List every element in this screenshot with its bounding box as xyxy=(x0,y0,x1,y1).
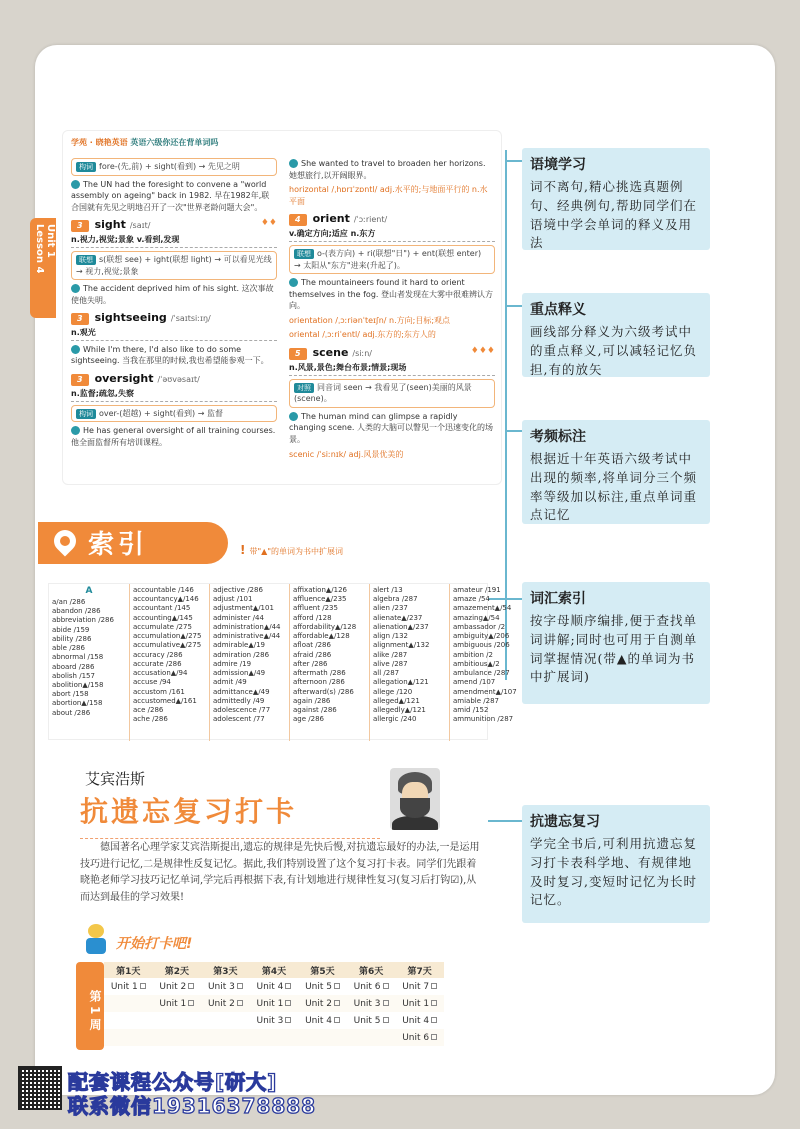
index-entry: abolish /157 xyxy=(52,671,95,680)
unit-label: Unit 3 xyxy=(353,998,381,1009)
checkbox-icon[interactable] xyxy=(431,983,437,989)
unit-label: Unit 2 xyxy=(159,981,187,992)
index-entry: ambiguity▲/206 xyxy=(453,632,510,641)
example-sentence xyxy=(289,158,495,181)
unit-label: Unit 6 xyxy=(402,1032,430,1043)
word-number: 3 xyxy=(71,313,89,325)
index-entry: ambitious▲/2 xyxy=(453,659,500,668)
example-text: The accident deprived him of his sight. 这次事故使他失明。 xyxy=(71,284,274,305)
checkbox-icon[interactable] xyxy=(285,1000,291,1006)
example-sentence xyxy=(71,283,277,306)
unit-label: Unit 2 xyxy=(207,998,235,1009)
schedule-row xyxy=(104,1029,444,1046)
schedule-cell xyxy=(250,1012,299,1029)
start-checkin-label: 开始打卡吧! xyxy=(116,936,193,952)
schedule-cell xyxy=(395,1012,444,1029)
right-column xyxy=(289,155,495,463)
index-letter: A xyxy=(85,586,93,596)
definition: n.风景,景色;舞台布景;情景;现场 xyxy=(289,362,495,376)
day-header: 第5天 xyxy=(298,962,347,978)
schedule-cell xyxy=(201,978,250,995)
series-name: 学苑 · 晓艳英语 xyxy=(71,138,128,147)
callout-desc: 按字母顺序编排,便于查找单词讲解;同时也可用于自测单词掌握情况(带▲的单词为书中扩展词) xyxy=(530,613,698,685)
schedule-cell xyxy=(298,995,347,1012)
index-entry: ache /286 xyxy=(133,715,168,724)
schedule-row xyxy=(104,978,444,995)
lesson-label: Lesson 4 xyxy=(34,224,45,274)
divider xyxy=(80,838,380,839)
mnemonic-text: s(联想 see) + ight(联想 light) → 可以看见光线 → 视力,视觉;景象 xyxy=(76,254,272,276)
unit-label: Unit 1 xyxy=(110,981,138,992)
index-entry: allegedly▲/121 xyxy=(373,706,426,715)
schedule-cell xyxy=(395,995,444,1012)
index-entry: abnormal /158 xyxy=(52,653,104,662)
index-entry: adjustment▲/101 xyxy=(213,604,274,613)
schedule-cell xyxy=(250,1029,299,1046)
index-entry: accountable /146 xyxy=(133,586,194,594)
example-text: While I'm there, I'd also like to do some sightseeing. 当我在那里的时候,我也希望能参观一下。 xyxy=(71,344,269,366)
word-entry xyxy=(71,371,277,387)
word-entry xyxy=(71,310,277,326)
headword: orient xyxy=(312,212,350,226)
index-entry: admit /49 xyxy=(213,678,247,687)
example-bullet-icon xyxy=(71,426,80,435)
schedule-row xyxy=(104,995,444,1012)
checkbox-icon[interactable] xyxy=(237,1000,243,1006)
callout-anti-forgetting xyxy=(522,805,710,923)
checkbox-icon[interactable] xyxy=(334,1000,340,1006)
definition: v.确定方向;适应 n.东方 xyxy=(289,228,495,242)
mnemonic-tag: 联想 xyxy=(294,249,314,259)
connector-line xyxy=(505,160,522,162)
index-entry: admittance▲/49 xyxy=(213,687,270,696)
index-banner xyxy=(38,522,228,564)
schedule-cell xyxy=(347,995,396,1012)
headword: oversight xyxy=(94,372,154,385)
word-number: 3 xyxy=(71,374,89,386)
index-entry: accustom /161 xyxy=(133,687,185,696)
index-column xyxy=(449,584,529,741)
headword: scene xyxy=(312,346,349,360)
unit-label: Unit 3 xyxy=(207,981,235,992)
index-entry: age /286 xyxy=(293,715,324,724)
phonetic: /ˈəʊvəsaɪt/ xyxy=(157,375,200,384)
example-sentence xyxy=(71,425,277,448)
unit-label: Unit 4 xyxy=(402,1015,430,1026)
index-entry: alignment▲/132 xyxy=(373,641,430,650)
word-entry xyxy=(289,345,495,361)
checkbox-icon[interactable] xyxy=(140,983,146,989)
index-entry: amiable /287 xyxy=(453,696,499,705)
watermark-line2: 联系微信19316378888 xyxy=(68,1094,317,1118)
derivative-word: horizontal /ˌhɒrɪˈzɒntl/ adj.水平的;与地面平行的 n.水平面 xyxy=(289,185,488,206)
watermark-line1: 配套课程公众号[研大] xyxy=(68,1070,278,1094)
example-sentence xyxy=(71,344,277,367)
index-entry: accuracy /286 xyxy=(133,650,183,659)
phonetic: /saɪt/ xyxy=(129,221,151,231)
index-entry: accountant /145 xyxy=(133,604,191,613)
schedule-cell xyxy=(153,978,202,995)
unit-label: Unit 1 xyxy=(159,998,187,1009)
review-checkin-title: 抗遗忘复习打卡 xyxy=(80,795,298,828)
day-header: 第4天 xyxy=(250,962,299,978)
index-entry: admirable▲/19 xyxy=(213,641,266,650)
unit-label: Unit 4 xyxy=(256,981,284,992)
index-entry: alleged▲/121 xyxy=(373,696,420,705)
index-entry: ambition /2 xyxy=(453,650,493,659)
unit-label: Unit 5 xyxy=(353,1015,381,1026)
index-entry: alert /13 xyxy=(373,586,403,594)
example-text: The human mind can glimpse a rapidly changing scene. 人类的大脑可以瞥见一个迅速变化的场景。 xyxy=(289,411,493,444)
index-column xyxy=(289,584,369,741)
schedule-cell xyxy=(298,1012,347,1029)
checkbox-icon[interactable] xyxy=(188,983,194,989)
index-entry: accounting▲/145 xyxy=(133,613,193,622)
example-sentence xyxy=(289,277,495,312)
mnemonic-box xyxy=(71,251,277,280)
student-mascot-icon xyxy=(84,924,108,954)
index-entry: accountancy▲/146 xyxy=(133,595,199,604)
connector-line xyxy=(505,305,522,307)
checkbox-icon[interactable] xyxy=(431,1034,437,1040)
checkbox-icon[interactable] xyxy=(285,1017,291,1023)
index-entry: administer /44 xyxy=(213,613,264,622)
index-entry: affordability▲/128 xyxy=(293,622,357,631)
schedule-cell xyxy=(347,1012,396,1029)
qr-code-icon xyxy=(18,1066,62,1110)
example-bullet-icon xyxy=(289,412,298,421)
index-entry: accustomed▲/161 xyxy=(133,696,197,705)
index-entry: afternoon /286 xyxy=(293,678,345,687)
schedule-cell xyxy=(104,995,153,1012)
index-entry: amateur /191 xyxy=(453,586,501,594)
checkbox-icon[interactable] xyxy=(383,1017,389,1023)
schedule-cell xyxy=(298,978,347,995)
index-entry: abort /158 xyxy=(52,690,89,699)
example-text: She wanted to travel to broaden her horizons. 她想旅行,以开阔眼界。 xyxy=(289,159,486,180)
schedule-cell xyxy=(395,1029,444,1046)
week-label: 第1周 xyxy=(76,962,104,1050)
index-column xyxy=(129,584,209,741)
example-text: The UN had the foresight to convene a "world assembly on ageing" back in 1982. 早在1982年,联合国就有先见之明地召开了一次"世界老龄问题大会"。 xyxy=(71,179,270,212)
index-entry: ability /286 xyxy=(52,634,92,643)
index-entry: algebra /287 xyxy=(373,595,418,604)
index-entry: administration▲/44 xyxy=(213,622,281,631)
index-entry: admittedly /49 xyxy=(213,696,265,705)
index-entry: afraid /286 xyxy=(293,650,332,659)
frequency-stars-icon: ♦♦♦ xyxy=(470,346,495,357)
index-note-text: 带"▲"的单词为书中扩展词 xyxy=(249,547,343,556)
checkbox-icon[interactable] xyxy=(334,1017,340,1023)
frequency-stars-icon: ♦♦ xyxy=(260,218,277,229)
index-entry: accumulative▲/275 xyxy=(133,641,202,650)
unit-label: Unit 2 xyxy=(305,998,332,1009)
example-bullet-icon xyxy=(71,345,80,354)
callout-title: 语境学习 xyxy=(530,157,586,173)
mnemonic-text: fore-(先,前) + sight(看到) → 先见之明 xyxy=(99,162,240,171)
connector-line xyxy=(488,820,522,822)
index-column xyxy=(209,584,289,741)
exclamation-icon: ! xyxy=(240,543,246,557)
index-entry: ambiguous /206 xyxy=(453,641,510,650)
index-entry: ambulance /287 xyxy=(453,669,510,678)
schedule-cell xyxy=(201,995,250,1012)
index-entry: amendment▲/107 xyxy=(453,687,517,696)
word-index-table xyxy=(48,583,517,740)
schedule-cell xyxy=(201,1012,250,1029)
example-bullet-icon xyxy=(71,284,80,293)
index-entry: abortion▲/158 xyxy=(52,699,103,708)
mnemonic-box xyxy=(71,158,277,176)
index-entry: allergic /240 xyxy=(373,715,417,724)
derivative-word: oriental /ˌɔːriˈentl/ adj.东方的;东方人的 xyxy=(289,330,436,340)
index-entry: abolition▲/158 xyxy=(52,680,104,689)
index-note xyxy=(240,543,343,557)
checkbox-icon[interactable] xyxy=(383,1000,389,1006)
index-entry: allege /120 xyxy=(373,687,413,696)
mnemonic-tag: 构词 xyxy=(76,409,96,419)
header-title: 英语六级你还在背单词吗 xyxy=(130,138,219,147)
schedule-cell xyxy=(104,1029,153,1046)
callout-title: 考频标注 xyxy=(530,429,586,445)
ebbinghaus-intro: 德国著名心理学家艾宾浩斯提出,遗忘的规律是先快后慢,对抗遗忘最好的办法,一是运用技巧进行记忆,二是规律性反复记忆。据此,我们特别设置了这个复习打卡表。同学们先跟着晓艳老师学习技巧记忆单词,学完后再根据下表,有计划地进行规律性复习(复习后打钩☑),从而达到最佳的学习效果! xyxy=(80,842,480,903)
index-entry: abbreviation /286 xyxy=(52,616,114,625)
index-entry: accumulation▲/275 xyxy=(133,632,202,641)
mnemonic-text: o-(表方向) + ri(联想"日") + ent(联想 enter) → 太阳从"东方"进来(升起了)。 xyxy=(294,248,482,270)
index-entry: accumulate /275 xyxy=(133,622,192,631)
index-entry: adolescence /77 xyxy=(213,706,271,715)
unit-side-tab xyxy=(30,218,56,318)
callout-frequency-marks xyxy=(522,420,710,524)
checkbox-icon[interactable] xyxy=(188,1000,194,1006)
ebbinghaus-name: 艾宾浩斯 xyxy=(85,770,146,788)
checkbox-icon[interactable] xyxy=(431,1000,437,1006)
index-entry: affixation▲/126 xyxy=(293,586,348,594)
phonetic: /siːn/ xyxy=(352,349,372,359)
connector-line xyxy=(505,430,522,432)
index-title: 索引 xyxy=(88,530,149,560)
unit-label: Unit 1 xyxy=(402,998,430,1009)
mnemonic-box xyxy=(71,405,277,423)
day-header: 第1天 xyxy=(104,962,153,978)
derivative-word: scenic /ˈsiːnɪk/ adj.风景优美的 xyxy=(289,449,404,459)
mnemonic-tag: 联想 xyxy=(76,255,96,265)
unit-label: Unit 6 xyxy=(353,981,381,992)
example-bullet-icon xyxy=(289,278,298,287)
index-entry: about /286 xyxy=(52,708,91,717)
index-entry: amid /152 xyxy=(453,706,489,715)
index-entry: affordable▲/128 xyxy=(293,632,350,641)
example-bullet-icon xyxy=(71,180,80,189)
definition: n.视力,视觉;景象 v.看到,发现 xyxy=(71,234,277,248)
callout-title: 抗遗忘复习 xyxy=(530,814,600,830)
left-column xyxy=(71,155,277,451)
index-entry: against /286 xyxy=(293,706,337,715)
index-entry: abide /159 xyxy=(52,625,90,634)
phonetic: /ˈsaɪtsiːɪŋ/ xyxy=(170,314,211,324)
map-pin-icon xyxy=(49,525,80,556)
index-entry: abandon /286 xyxy=(52,607,101,616)
index-entry: afterward(s) /286 xyxy=(293,687,354,696)
index-entry: administrative▲/44 xyxy=(213,632,281,641)
index-entry: aftermath /286 xyxy=(293,669,346,678)
schedule-cell xyxy=(153,1012,202,1029)
index-entry: accurate /286 xyxy=(133,659,182,668)
index-entry: able /286 xyxy=(52,644,85,653)
index-entry: alive /287 xyxy=(373,659,408,668)
index-entry: allegation▲/121 xyxy=(373,678,429,687)
index-entry: a/an /286 xyxy=(52,597,86,606)
example-sentence xyxy=(71,179,277,214)
unit-label: Unit 3 xyxy=(256,1015,284,1026)
index-column xyxy=(49,584,129,741)
day-header: 第6天 xyxy=(347,962,396,978)
index-entry: alike /287 xyxy=(373,650,408,659)
index-entry: adjust /101 xyxy=(213,595,253,604)
index-entry: adolescent /77 xyxy=(213,715,265,724)
mnemonic-tag: 对照 xyxy=(294,383,314,393)
definition: n.观光 xyxy=(71,327,277,341)
index-entry: alienate▲/237 xyxy=(373,613,423,622)
schedule-cell xyxy=(153,1029,202,1046)
index-entry: amazing▲/54 xyxy=(453,613,500,622)
definition: n.监督;疏忽,失察 xyxy=(71,388,277,402)
checkbox-icon[interactable] xyxy=(285,983,291,989)
index-entry: admission▲/49 xyxy=(213,669,266,678)
unit-label: Unit 1 xyxy=(45,224,56,258)
callout-word-index xyxy=(522,582,710,704)
schedule-cell xyxy=(250,978,299,995)
schedule-cell xyxy=(104,1012,153,1029)
ebbinghaus-portrait-icon xyxy=(390,768,440,830)
example-sentence xyxy=(289,411,495,446)
index-entry: accusation▲/94 xyxy=(133,669,188,678)
index-entry: amazement▲/54 xyxy=(453,604,512,613)
index-entry: amaze /54 xyxy=(453,595,490,604)
schedule-cell xyxy=(347,1029,396,1046)
index-entry: affluent /235 xyxy=(293,604,338,613)
index-entry: aboard /286 xyxy=(52,662,95,671)
sample-page-excerpt xyxy=(62,130,502,485)
schedule-cell xyxy=(201,1029,250,1046)
mnemonic-box xyxy=(289,379,495,408)
index-entry: affluence▲/235 xyxy=(293,595,347,604)
callout-desc: 根据近十年英语六级考试中出现的频率,将单词分三个频率等级加以标注,重点单词重点记忆 xyxy=(530,451,697,523)
index-entry: admire /19 xyxy=(213,659,252,668)
index-column xyxy=(369,584,449,741)
mnemonic-text: 同音词 seen → 我看见了(seen)美丽的风景(scene)。 xyxy=(294,382,472,404)
word-entry xyxy=(71,217,277,233)
schedule-cell xyxy=(347,978,396,995)
index-entry: adjective /286 xyxy=(213,586,263,594)
review-schedule-table xyxy=(104,962,444,1046)
checkbox-icon[interactable] xyxy=(334,983,340,989)
derivative-word: orientation /ˌɔːriənˈteɪʃn/ n.方向;目标;观点 xyxy=(289,315,451,325)
checkbox-icon[interactable] xyxy=(383,983,389,989)
index-entry: after /286 xyxy=(293,659,328,668)
index-entry: ace /286 xyxy=(133,706,164,715)
word-number: 5 xyxy=(289,348,307,360)
schedule-cell xyxy=(104,978,153,995)
mnemonic-tag: 构词 xyxy=(76,162,96,172)
unit-label: Unit 4 xyxy=(305,1015,332,1026)
index-entry: again /286 xyxy=(293,696,331,705)
headword: sightseeing xyxy=(94,311,167,325)
example-text: He has general oversight of all training courses. 他全面监督所有培训课程。 xyxy=(71,426,276,447)
index-entry: admiration /286 xyxy=(213,650,270,659)
index-entry: ammunition /287 xyxy=(453,715,514,724)
checkbox-icon[interactable] xyxy=(237,983,243,989)
callout-title: 重点释义 xyxy=(530,302,586,318)
example-text: The mountaineers found it hard to orient themselves in the fog. 登山者发现在大雾中很难辨认方向。 xyxy=(289,278,493,311)
schedule-cell xyxy=(153,995,202,1012)
unit-label: Unit 5 xyxy=(305,981,332,992)
index-entry: all /287 xyxy=(373,669,400,678)
word-entry xyxy=(289,211,495,227)
mnemonic-text: over-(超越) + sight(看到) → 监督 xyxy=(99,408,223,418)
schedule-cell xyxy=(250,995,299,1012)
index-entry: accuse /94 xyxy=(133,678,171,687)
page-header xyxy=(71,137,493,149)
schedule-cell xyxy=(298,1029,347,1046)
unit-label: Unit 7 xyxy=(402,981,430,992)
word-number: 4 xyxy=(289,214,307,226)
index-entry: alienation▲/237 xyxy=(373,622,429,631)
phonetic: /ˈɔːrient/ xyxy=(353,215,388,225)
callout-desc: 词不离句,精心挑选真题例句、经典例句,帮助同学们在语境中学会单词的释义及用法 xyxy=(530,179,697,251)
callout-desc: 画线部分释义为六级考试中的重点释义,可以减轻记忆负担,有的放矢 xyxy=(530,324,697,377)
index-entry: alien /237 xyxy=(373,604,408,613)
day-header: 第7天 xyxy=(395,962,444,978)
callout-desc: 学完全书后,可利用抗遗忘复习打卡表科学地、有规律地及时复习,变短时记忆为长时记忆。 xyxy=(530,836,697,908)
unit-label: Unit 1 xyxy=(256,998,284,1009)
mnemonic-box xyxy=(289,245,495,274)
day-header: 第2天 xyxy=(153,962,202,978)
index-entry: afford /128 xyxy=(293,613,332,622)
callout-context-learning xyxy=(522,148,710,250)
index-entry: ambassador /2 xyxy=(453,622,506,631)
day-header: 第3天 xyxy=(201,962,250,978)
example-bullet-icon xyxy=(289,159,298,168)
callout-title: 词汇索引 xyxy=(530,591,586,607)
headword: sight xyxy=(94,218,126,232)
callout-key-definitions xyxy=(522,293,710,377)
schedule-cell xyxy=(395,978,444,995)
schedule-row xyxy=(104,1012,444,1029)
index-entry: align /132 xyxy=(373,632,409,641)
index-entry: afloat /286 xyxy=(293,641,331,650)
word-number: 3 xyxy=(71,220,89,232)
index-entry: amend /107 xyxy=(453,678,496,687)
checkbox-icon[interactable] xyxy=(431,1017,437,1023)
